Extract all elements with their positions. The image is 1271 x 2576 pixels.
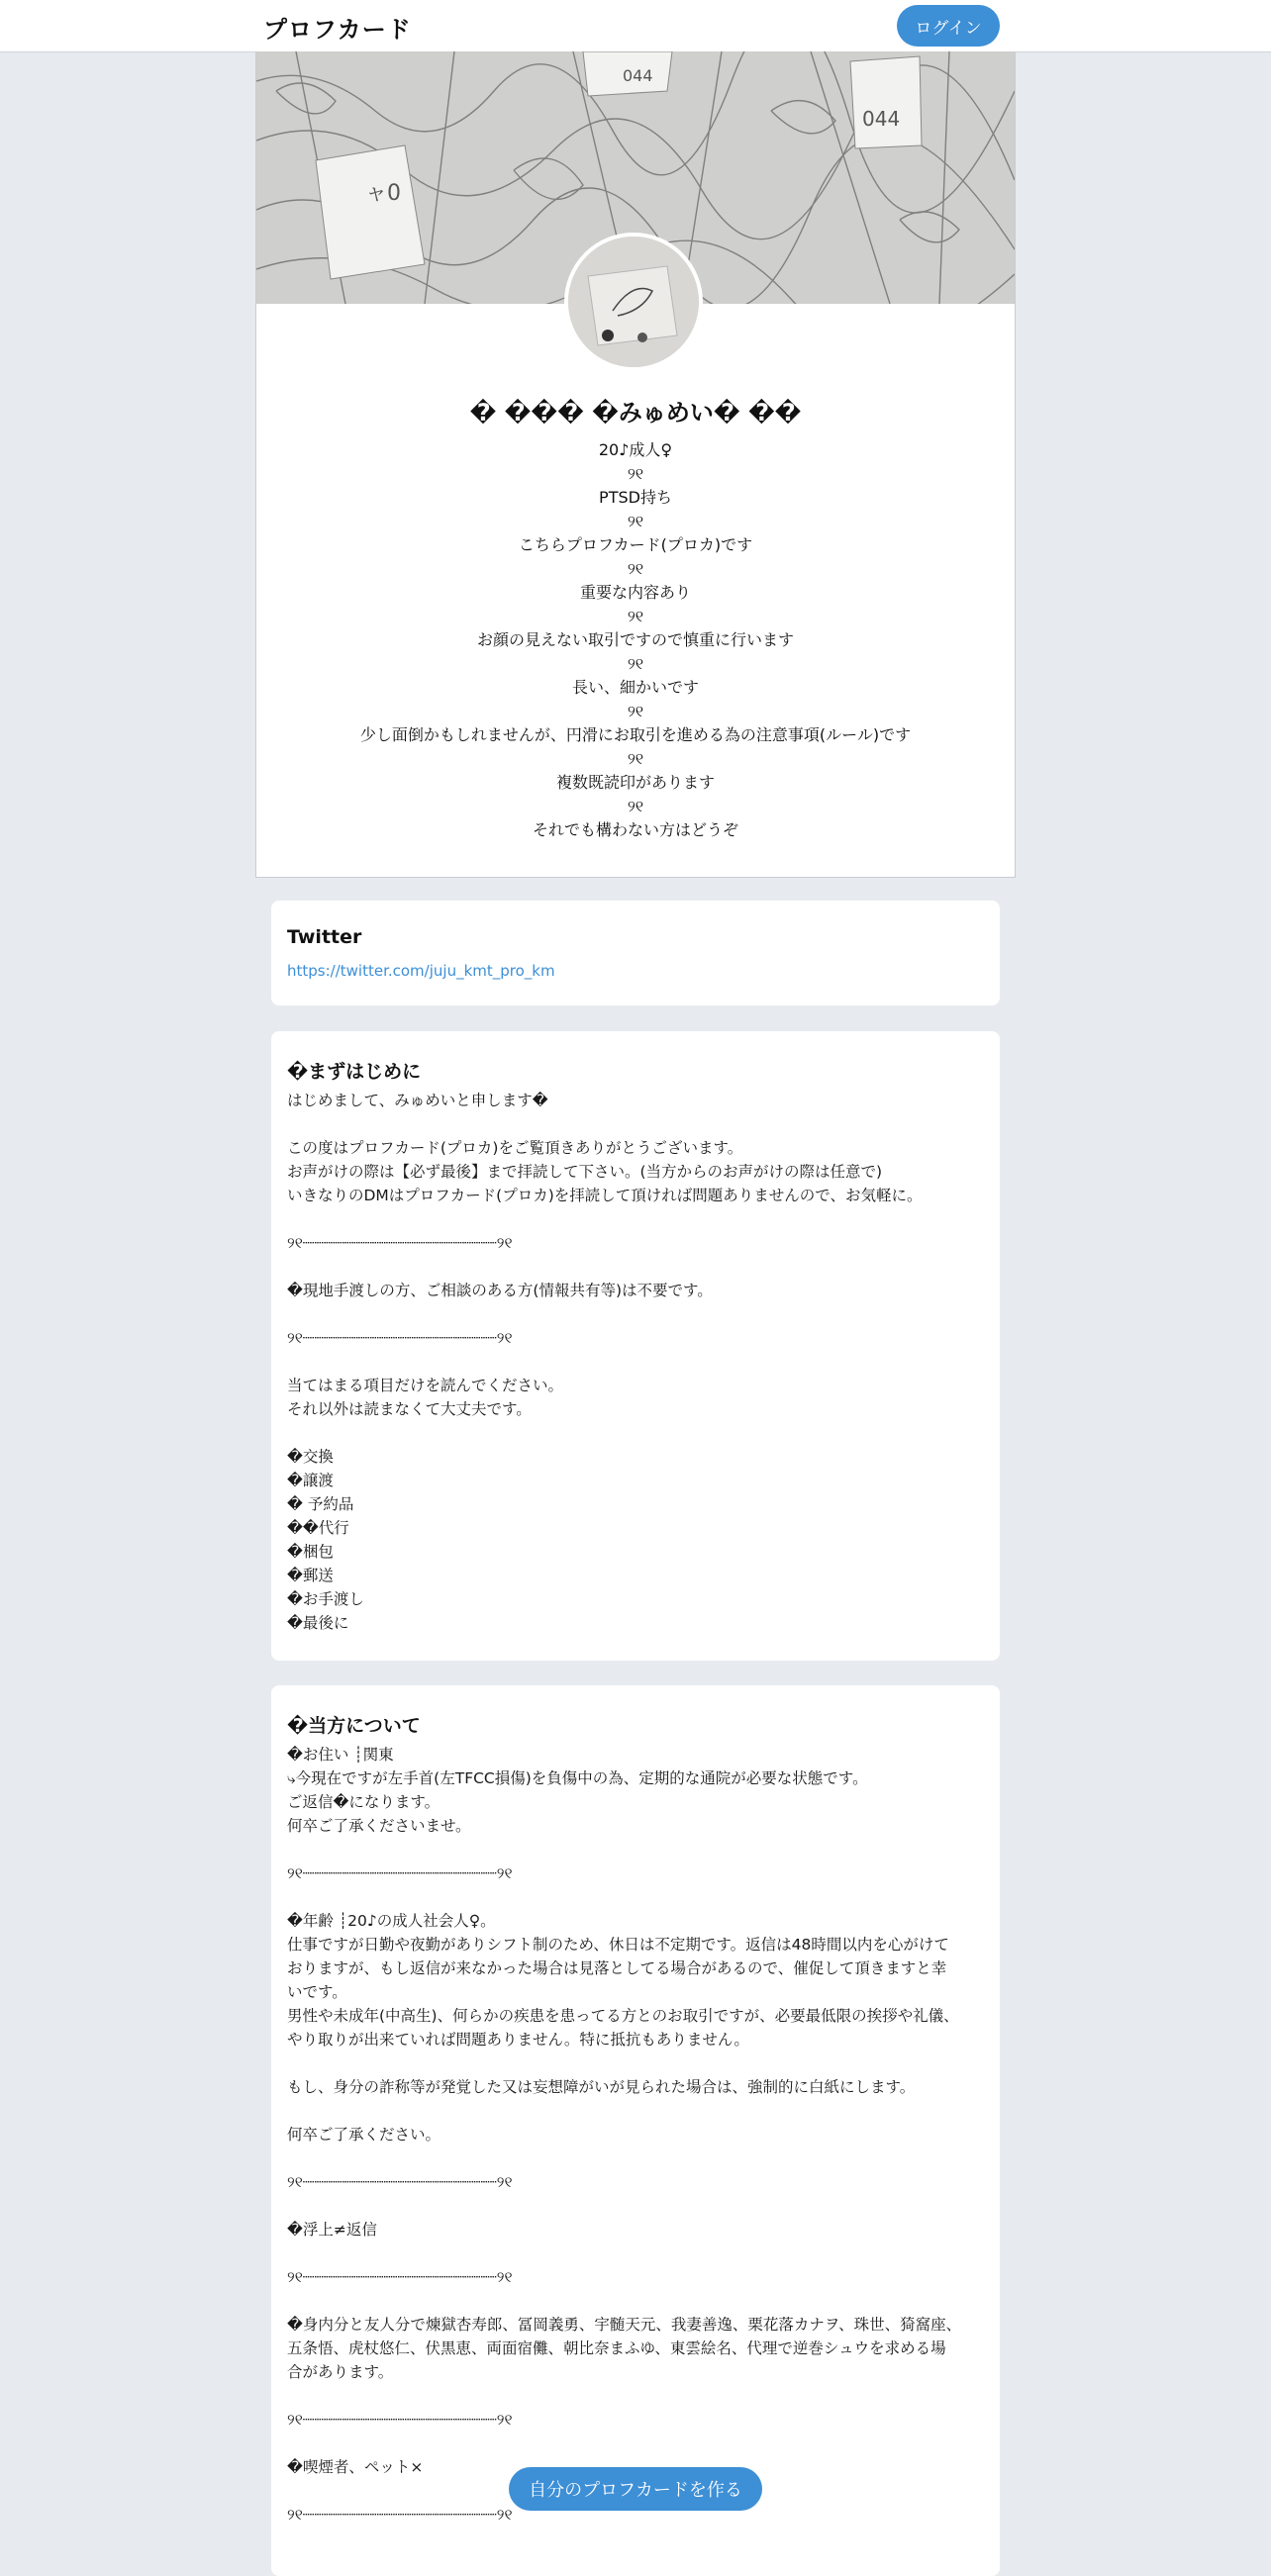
list-item: �郵送 <box>287 1567 334 1584</box>
svg-text:044: 044 <box>862 107 901 131</box>
bio-line: ୨୧ <box>627 607 644 625</box>
bio-line: PTSD持ち <box>599 488 672 507</box>
text-line: はじめまして、みゅめいと申します� <box>287 1092 548 1109</box>
text-line: 何卒ご了承ください。 <box>287 2126 441 2144</box>
about-card <box>271 1685 1000 2576</box>
text-line: 合があります。 <box>287 2363 394 2381</box>
bio-line: 重要な内容あり <box>579 583 691 602</box>
twitter-link[interactable]: https://twitter.com/juju_kmt_pro_km <box>287 962 555 980</box>
about-card-body <box>287 1743 970 2527</box>
bio-line: ୨୧ <box>627 464 644 483</box>
text-line <box>287 2051 970 2075</box>
text-line <box>287 1302 970 1326</box>
bio-line: こちらプロフカード(プロカ)です <box>518 535 753 554</box>
text-line <box>287 1421 970 1445</box>
text-line <box>287 2099 970 2123</box>
divider: ୨୧┈┈┈┈┈┈┈┈┈┈┈┈┈┈┈┈┈┈┈┈┈୨୧ <box>287 2411 513 2429</box>
list-item: �お手渡し <box>287 1590 364 1608</box>
list-item: ��代行 <box>287 1519 349 1537</box>
text-line: 何卒ご了承くださいませ。 <box>287 1817 471 1835</box>
intro-card-title: �まずはじめに <box>287 1061 422 1083</box>
text-line: もし、身分の詐称等が発覚した又は妄想障がいが見られた場合は、強制的に白紙にします。 <box>287 2078 916 2096</box>
bio-line: 20♪成人♀ <box>598 440 673 459</box>
list-item: �譲渡 <box>287 1472 334 1489</box>
text-line <box>287 2194 970 2218</box>
bio-line: ୨୧ <box>627 654 644 673</box>
list-item: �交換 <box>287 1448 334 1466</box>
text-line <box>287 1112 970 1136</box>
text-line <box>287 1838 970 1861</box>
profile-bio <box>256 438 1015 842</box>
text-line <box>287 2384 970 2408</box>
list-item: � 予約品 <box>287 1495 354 1513</box>
divider: ୨୧┈┈┈┈┈┈┈┈┈┈┈┈┈┈┈┈┈┈┈┈┈୨୧ <box>287 2506 513 2524</box>
svg-text:ャ0: ャ0 <box>365 181 401 206</box>
text-line: この度はプロフカード(プロカ)をご覧頂きありがとうございます。 <box>287 1139 743 1157</box>
bio-line: ୨୧ <box>627 797 644 815</box>
intro-card-body <box>287 1089 970 1635</box>
avatar-photo-icon <box>568 237 699 367</box>
text-line: �喫煙者、ペット× <box>287 2458 424 2476</box>
text-line: 仕事ですが日勤や夜勤がありシフト制のため、休日は不定期です。返信は48時間以内を心がけて <box>287 1936 949 1954</box>
main-column <box>255 51 1016 2541</box>
profile-card <box>255 51 1016 878</box>
text-line: やり取りが出来ていれば問題ありません。特に抵抗もありません。 <box>287 2031 749 2049</box>
twitter-card-title: Twitter <box>287 926 362 948</box>
divider: ୨୧┈┈┈┈┈┈┈┈┈┈┈┈┈┈┈┈┈┈┈┈┈୨୧ <box>287 1234 513 1252</box>
about-card-title: �当方について <box>287 1715 421 1737</box>
text-line: �浮上≠返信 <box>287 2221 377 2239</box>
profile-name: � ��� �みゅめい� �� <box>469 399 802 427</box>
text-line: 当てはまる項目だけを読んでください。 <box>287 1377 564 1394</box>
avatar <box>564 233 703 371</box>
text-line: お声がけの際は【必ず最後】まで拝読して下さい。(当方からのお声がけの際は任意で) <box>287 1163 883 1181</box>
text-line: ⤷今現在ですが左手首(左TFCC損傷)を負傷中の為、定期的な通院が必要な状態です。 <box>287 1769 868 1787</box>
intro-card <box>271 1031 1000 1661</box>
bio-line: 少し面倒かもしれませんが、円滑にお取引を進める為の注意事項(ルール)です <box>359 725 912 744</box>
text-line: それ以外は読まなくて大丈夫です。 <box>287 1400 532 1418</box>
text-line: おりますが、もし返信が来なかった場合は見落としてる場合があるので、催促して頂きますと幸 <box>287 1959 947 1977</box>
app-title[interactable]: プロフカード <box>263 16 412 44</box>
bio-line: ୨୧ <box>627 512 644 530</box>
text-line: ご返信�になります。 <box>287 1793 440 1811</box>
text-line: �現地手渡しの方、ご相談のある方(情報共有等)は不要です。 <box>287 1282 713 1299</box>
bio-line: ୨୧ <box>627 749 644 768</box>
list-item: �梱包 <box>287 1543 334 1561</box>
text-line: �身内分と友人分で煉獄杏寿郎、冨岡義勇、宇髄天元、我妻善逸、栗花落カナヲ、珠世、猗窩座、 <box>287 2316 962 2334</box>
text-line: いです。 <box>287 1983 347 2001</box>
text-line <box>287 1350 970 1374</box>
text-line: �お住い ┊関東 <box>287 1746 394 1764</box>
text-line <box>287 2147 970 2170</box>
text-line <box>287 2432 970 2455</box>
bio-line: ୨୧ <box>627 559 644 578</box>
bio-line: お顔の見えない取引ですので慎重に行います <box>476 630 794 649</box>
bio-line: 複数既読印があります <box>555 773 715 792</box>
text-line: 五条悟、虎杖悠仁、伏黒恵、両面宿儺、朝比奈まふゆ、東雲絵名、代理で逆巻シュウを求める場 <box>287 2339 946 2357</box>
text-line <box>287 1207 970 1231</box>
create-profile-card-button[interactable]: 自分のプロフカードを作る <box>509 2467 762 2511</box>
text-line <box>287 2242 970 2265</box>
login-button[interactable]: ログイン <box>897 5 1000 47</box>
text-line <box>287 2289 970 2313</box>
text-line <box>287 1885 970 1909</box>
divider: ୨୧┈┈┈┈┈┈┈┈┈┈┈┈┈┈┈┈┈┈┈┈┈୨୧ <box>287 2173 513 2191</box>
divider: ୨୧┈┈┈┈┈┈┈┈┈┈┈┈┈┈┈┈┈┈┈┈┈୨୧ <box>287 2268 513 2286</box>
bio-line: 長い、細かいです <box>571 678 699 697</box>
twitter-card <box>271 901 1000 1005</box>
text-line: いきなりのDMはプロフカード(プロカ)を拝読して頂ければ問題ありませんので、お気軽に。 <box>287 1187 923 1204</box>
bio-line: ୨୧ <box>627 702 644 720</box>
svg-text:044: 044 <box>623 66 653 85</box>
divider: ୨୧┈┈┈┈┈┈┈┈┈┈┈┈┈┈┈┈┈┈┈┈┈୨୧ <box>287 1864 513 1882</box>
top-bar <box>0 0 1271 52</box>
divider: ୨୧┈┈┈┈┈┈┈┈┈┈┈┈┈┈┈┈┈┈┈┈┈୨୧ <box>287 1329 513 1347</box>
text-line: 男性や未成年(中高生)、何らかの疾患を患ってる方とのお取引ですが、必要最低限の挨拶や礼儀、 <box>287 2007 959 2025</box>
text-line <box>287 1255 970 1279</box>
text-line: �年齢 ┊20♪の成人社会人♀。 <box>287 1912 496 1930</box>
list-item: �最後に <box>287 1614 349 1632</box>
bio-line: それでも構わない方はどうぞ <box>532 820 738 839</box>
